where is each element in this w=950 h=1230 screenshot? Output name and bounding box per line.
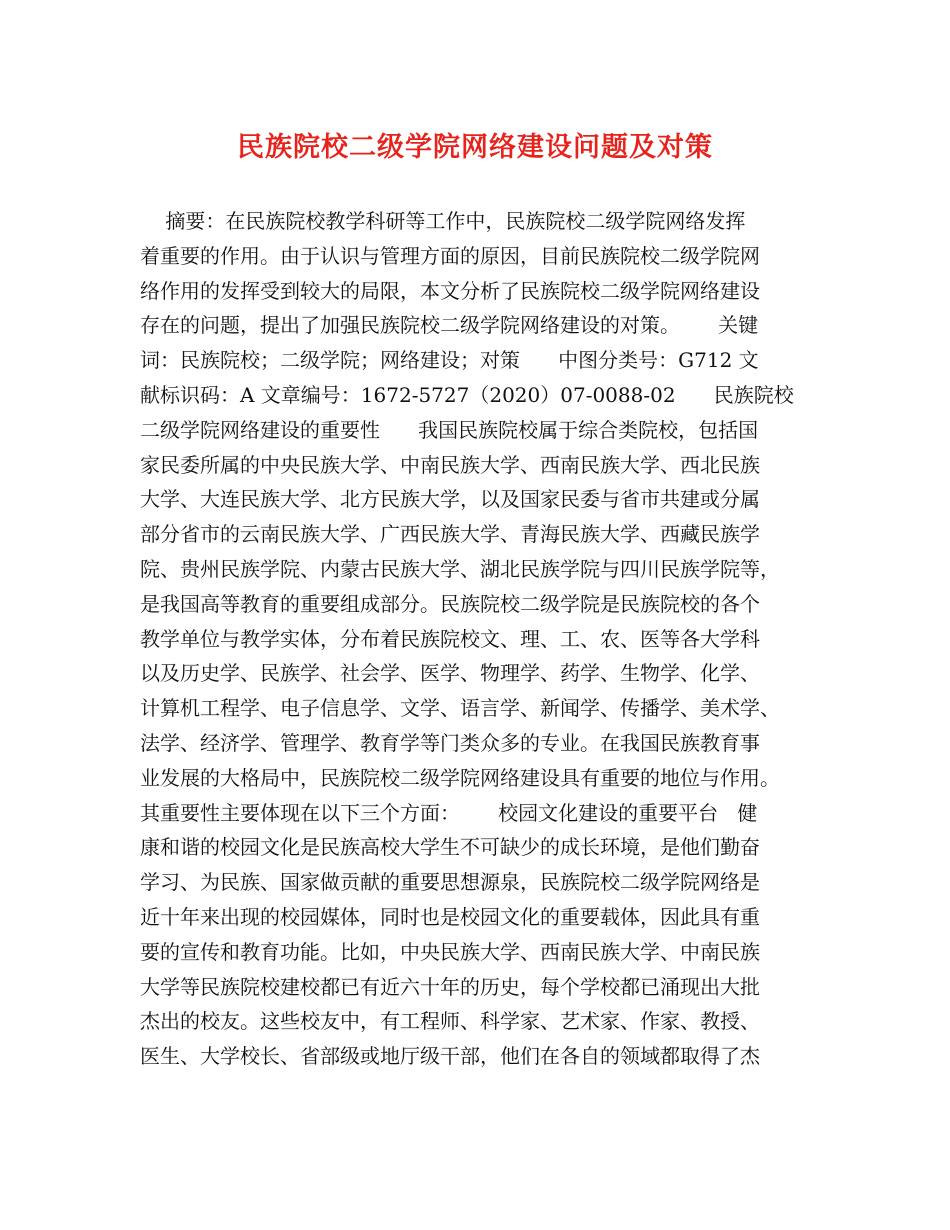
document-body	[140, 204, 820, 1074]
body-text-line: 家民委所属的中央民族大学、中南民族大学、西南民族大学、西北民族	[140, 452, 760, 477]
body-text-line: 以及历史学、民族学、社会学、医学、物理学、药学、生物学、化学、	[140, 661, 760, 686]
body-text-line: 其重要性主要体现在以下三个方面： 校园文化建设的重要平台 健	[140, 800, 758, 825]
body-text-line: 二级学院网络建设的重要性 我国民族院校属于综合类院校，包括国	[140, 417, 759, 442]
body-text-line: 教学单位与教学实体，分布着民族院校文、理、工、农、医等各大学科	[140, 626, 760, 651]
body-text-line: 络作用的发挥受到较大的局限，本文分析了民族院校二级学院网络建设	[140, 278, 760, 303]
body-text-line: 词：民族院校；二级学院；网络建设；对策 中图分类号：G712 文	[140, 348, 759, 373]
body-text-line: 是我国高等教育的重要组成部分。民族院校二级学院是民族院校的各个	[140, 591, 760, 616]
body-text-line: 院、贵州民族学院、内蒙古民族大学、湖北民族学院与四川民族学院等，	[140, 556, 780, 581]
body-text-line: 献标识码：A 文章编号：1672-5727（2020）07-0088-02 民族院校	[140, 382, 794, 407]
body-text-line: 业发展的大格局中，民族院校二级学院网络建设具有重要的地位与作用。	[140, 765, 780, 790]
body-text-line: 要的宣传和教育功能。比如，中央民族大学、西南民族大学、中南民族	[140, 939, 760, 964]
body-text-line: 康和谐的校园文化是民族高校大学生不可缺少的成长环境，是他们勤奋	[140, 835, 760, 860]
body-text-line: 杰出的校友。这些校友中，有工程师、科学家、艺术家、作家、教授、	[140, 1009, 760, 1034]
body-text-line: 医生、大学校长、省部级或地厅级干部，他们在各自的领域都取得了杰	[140, 1044, 760, 1069]
body-text-line: 学习、为民族、国家做贡献的重要思想源泉，民族院校二级学院网络是	[140, 870, 760, 895]
body-text-line: 部分省市的云南民族大学、广西民族大学、青海民族大学、西藏民族学	[140, 522, 760, 547]
body-text-line: 着重要的作用。由于认识与管理方面的原因，目前民族院校二级学院网	[140, 243, 760, 268]
body-text-line: 法学、经济学、管理学、教育学等门类众多的专业。在我国民族教育事	[140, 730, 760, 755]
body-text-line: 存在的问题，提出了加强民族院校二级学院网络建设的对策。 关键	[140, 313, 759, 338]
body-text-line: 计算机工程学、电子信息学、文学、语言学、新闻学、传播学、美术学、	[140, 696, 780, 721]
document-title: 民族院校二级学院网络建设问题及对策	[237, 132, 713, 163]
body-text-line: 摘要：在民族院校教学科研等工作中，民族院校二级学院网络发挥	[140, 209, 746, 233]
body-text-line: 近十年来出现的校园媒体，同时也是校园文化的重要载体，因此具有重	[140, 904, 760, 929]
body-text-line: 大学、大连民族大学、北方民族大学，以及国家民委与省市共建或分属	[140, 487, 760, 512]
body-text-line: 大学等民族院校建校都已有近六十年的历史，每个学校都已涌现出大批	[140, 974, 760, 999]
